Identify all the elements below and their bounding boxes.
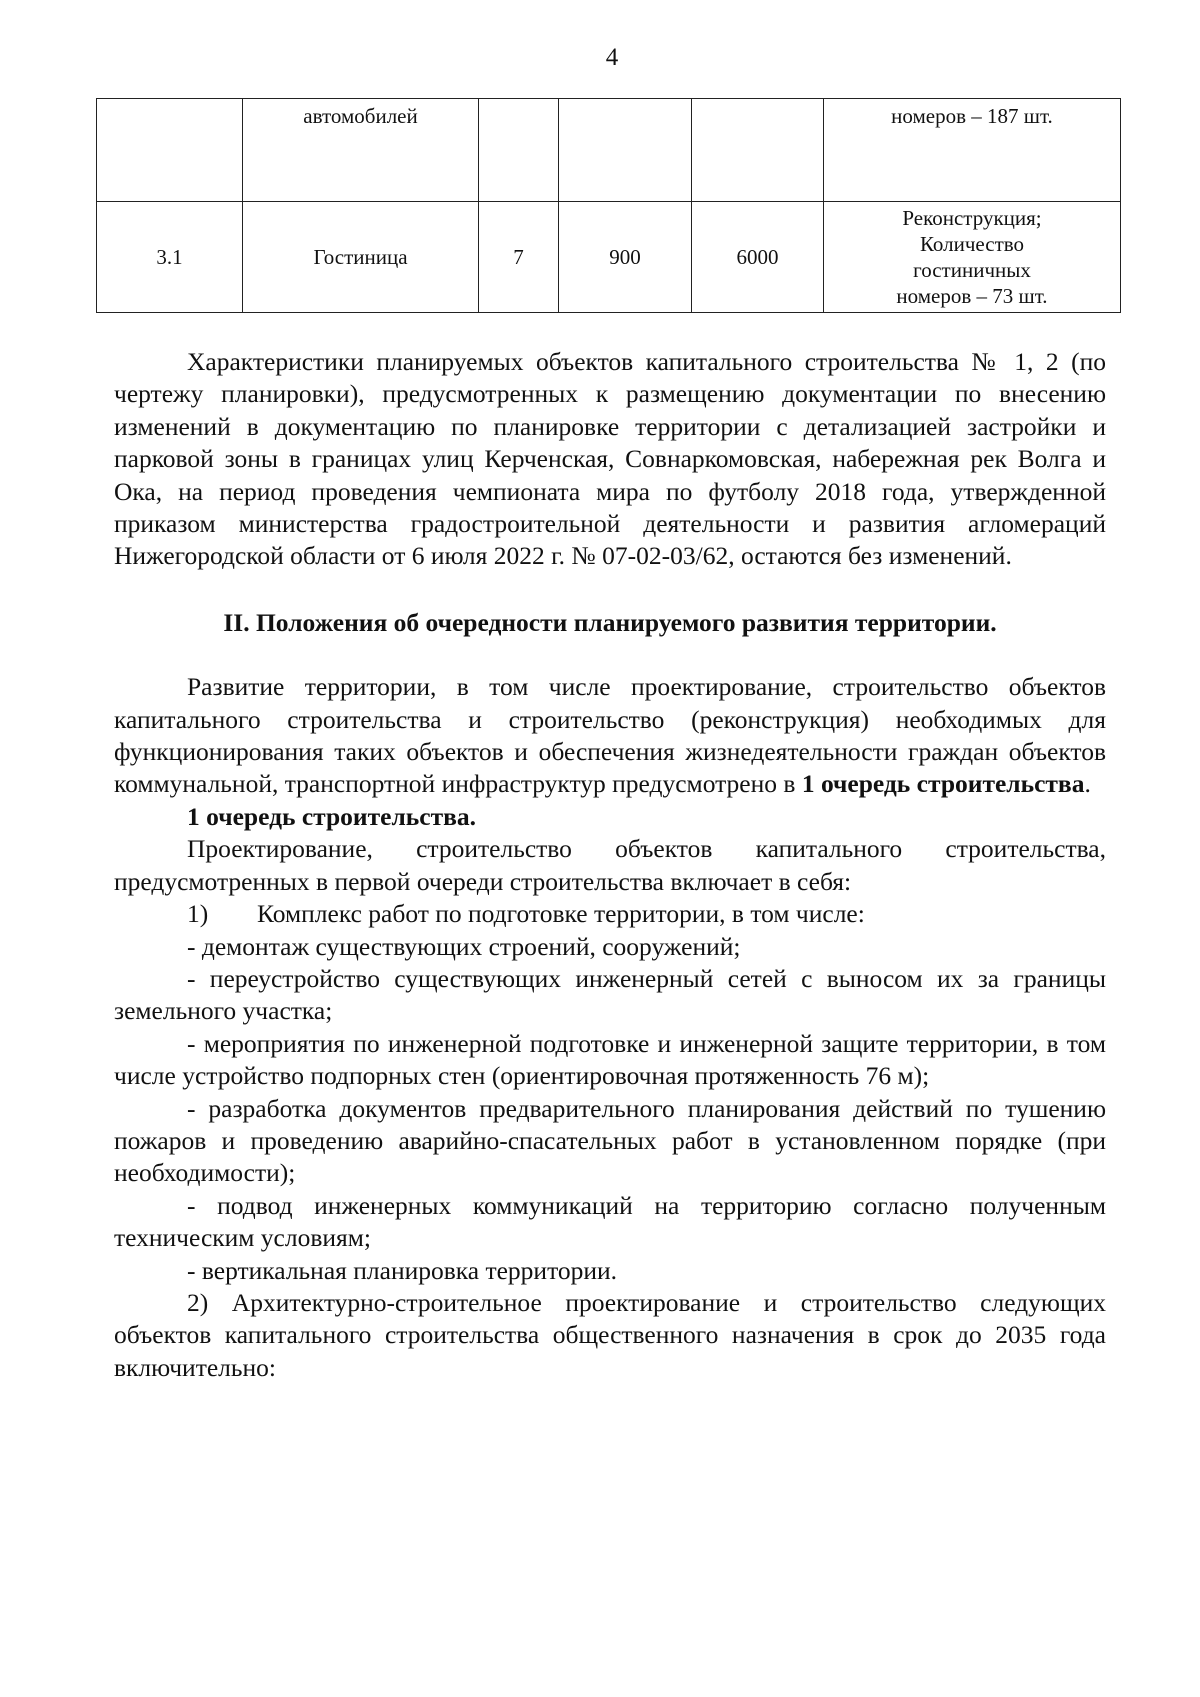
item-number: 1) <box>187 899 209 929</box>
paragraph-text: Развитие территории, в том числе проектирование, строительство объектов капитального строительства и строительство (реконструкция) необходимых для функционирования таких объектов и обеспечения жизнедеятельности граждан объектов коммунальной, транспортной инфраструктур предусмотрено в <box>114 672 1106 799</box>
table-cell <box>97 99 243 202</box>
numbered-item <box>114 898 1106 930</box>
document-body <box>114 346 1106 1384</box>
list-item: - подвод инженерных коммуникаций на территорию согласно полученным техническим условиям; <box>114 1190 1106 1253</box>
table-cell: 3.1 <box>97 202 243 313</box>
cell-line: Количество <box>919 232 1025 256</box>
paragraph-bold-text: 1 очередь строительства <box>801 769 1085 799</box>
table-cell: 7 <box>479 202 559 313</box>
section-heading: II. Положения об очередности планируемого развития территории. <box>223 607 997 637</box>
table-cell <box>692 99 824 202</box>
table-cell-notes <box>824 202 1121 313</box>
table-cell <box>559 99 692 202</box>
list-item: - переустройство существующих инженерный сетей с выносом их за границы земельного участка; <box>114 963 1106 1026</box>
paragraph: Характеристики планируемых объектов капитального строительства № 1, 2 (по чертежу планировки), предусмотренных к размещению документации по внесению изменений в документацию по планировке территории с детализацией застройки и парковой зоны в границах улиц Керченская, Совнаркомовская, набережная рек Волга и Ока, на период проведения чемпионата мира по футболу 2018 года, утвержденной приказом министерства градостроительной деятельности и развития агломераций Нижегородской области от 6 июля 2022 г. № 07-02-03/62, остаются без изменений. <box>114 347 1106 571</box>
page-number: 4 <box>605 44 619 71</box>
table-cell: 6000 <box>692 202 824 313</box>
table-cell: автомобилей <box>243 99 479 202</box>
list-item: - разработка документов предварительного планирования действий по тушению пожаров и проведению аварийно-спасательных работ в установленном порядке (при необходимости); <box>114 1093 1106 1188</box>
paragraph: Проектирование, строительство объектов капитального строительства, предусмотренных в первой очереди строительства включает в себя: <box>114 834 1106 896</box>
paragraph <box>114 671 1106 801</box>
list-item: - демонтаж существующих строений, сооружений; <box>187 931 741 961</box>
cell-line: Реконструкция; <box>902 206 1042 230</box>
table-cell: Гостиница <box>243 202 479 313</box>
list-item: - вертикальная планировка территории. <box>187 1255 618 1285</box>
cell-line: номеров – 73 шт. <box>896 284 1048 308</box>
list-item: - мероприятия по инженерной подготовке и инженерной защите территории, в том числе устройство подпорных стен (ориентировочная протяженность 76 м); <box>114 1028 1106 1091</box>
table-cell <box>479 99 559 202</box>
paragraph-text: . <box>1084 769 1091 799</box>
item-text: Комплекс работ по подготовке территории, в том числе: <box>257 899 865 929</box>
subheading: 1 очередь строительства. <box>187 801 476 831</box>
table-row <box>97 202 1121 313</box>
paragraph: 2) Архитектурно-строительное проектирование и строительство следующих объектов капитального строительства общественного назначения в срок до 2035 года включительно: <box>114 1287 1106 1382</box>
cell-line: гостиничных <box>913 258 1031 282</box>
table-cell: номеров – 187 шт. <box>824 99 1121 202</box>
table-row <box>97 99 1121 202</box>
table-cell: 900 <box>559 202 692 313</box>
data-table <box>96 98 1121 313</box>
